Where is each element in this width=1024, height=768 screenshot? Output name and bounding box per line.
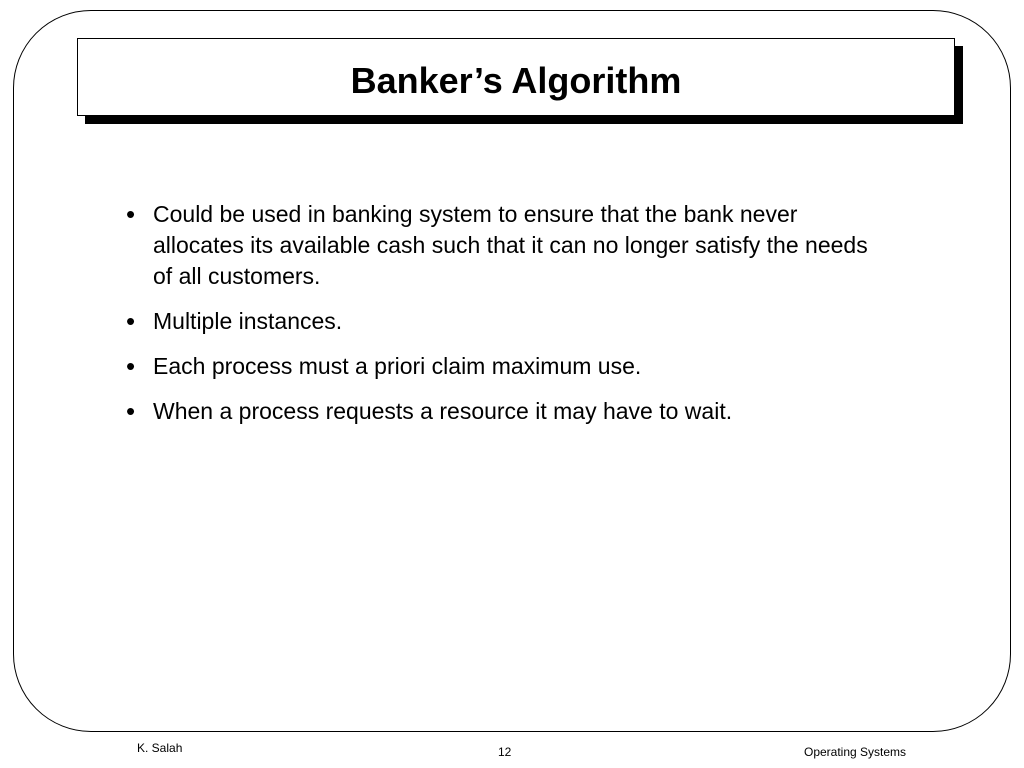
bullet-item bbox=[126, 199, 886, 292]
bullet-icon: • bbox=[126, 306, 136, 336]
bullet-item bbox=[126, 306, 886, 337]
footer-course: Operating Systems bbox=[804, 745, 907, 759]
bullet-icon: • bbox=[126, 396, 136, 426]
footer-author: K. Salah bbox=[137, 741, 183, 755]
bullet-list bbox=[126, 199, 886, 441]
bullet-icon: • bbox=[126, 199, 136, 229]
bullet-text: Could be used in banking system to ensure that the bank never allocates its available cash such that it can no longer satisfy the needs of all customers. bbox=[153, 201, 868, 289]
title-box bbox=[77, 38, 955, 116]
bullet-item bbox=[126, 396, 886, 427]
slide-title: Banker’s Algorithm bbox=[350, 60, 682, 101]
footer-page-number: 12 bbox=[498, 745, 512, 759]
bullet-text: Multiple instances. bbox=[153, 308, 343, 334]
bullet-item bbox=[126, 351, 886, 382]
bullet-text: Each process must a priori claim maximum use. bbox=[153, 353, 642, 379]
bullet-text: When a process requests a resource it may have to wait. bbox=[153, 398, 733, 424]
bullet-icon: • bbox=[126, 351, 136, 381]
